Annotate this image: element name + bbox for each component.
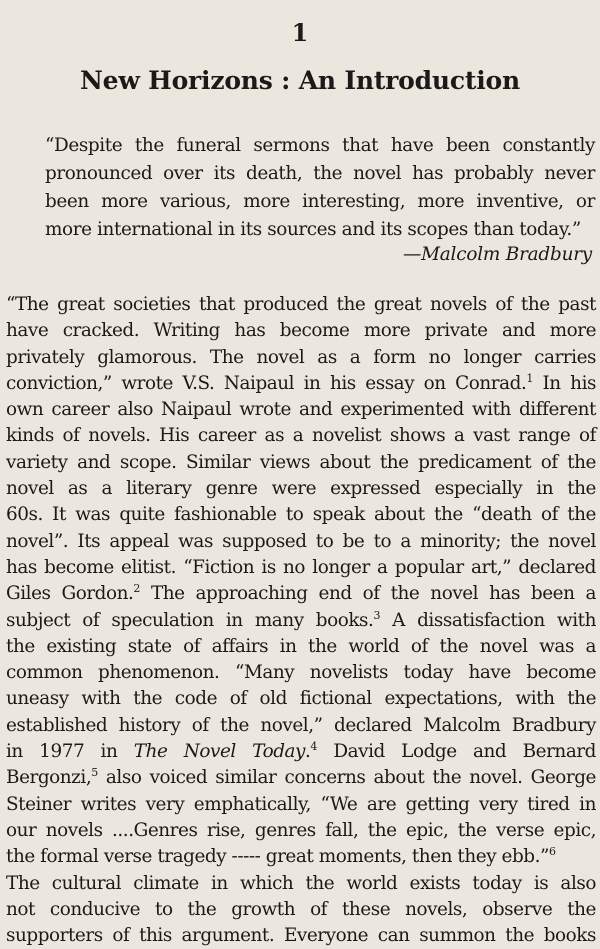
line-text: The approaching end of the novel has been a bbox=[139, 583, 596, 605]
footnote-marker: 1 bbox=[526, 371, 533, 385]
body-line: 60s. It was quite fashionable to speak about the “death of the bbox=[6, 504, 596, 526]
footnote-marker: 4 bbox=[310, 740, 317, 754]
body-line: have cracked. Writing has become more private and more bbox=[6, 320, 596, 342]
footnote-marker: 2 bbox=[133, 582, 140, 596]
line-text: the formal verse tragedy ----- great moments, then they ebb.” bbox=[6, 846, 549, 868]
body-line bbox=[6, 765, 596, 791]
body-line: The cultural climate in which the world exists today is also bbox=[6, 872, 596, 894]
body-line: the existing state of affairs in the world of the novel was a bbox=[6, 635, 596, 657]
line-text: also voiced similar concerns about the novel. George bbox=[97, 767, 596, 789]
body-line: variety and scope. Similar views about the predicament of the bbox=[6, 451, 596, 473]
line-text: David Lodge and Bernard bbox=[316, 741, 597, 763]
epigraph-line: been more various, more interesting, more inventive, or bbox=[45, 191, 595, 212]
line-text: conviction,” wrote V.S. Naipaul in his essay on Conrad. bbox=[6, 372, 527, 394]
body-line: novel as a literary genre were expressed especially in the bbox=[6, 478, 596, 500]
epigraph-line: pronounced over its death, the novel has probably never bbox=[45, 163, 595, 184]
chapter-number: 1 bbox=[291, 18, 309, 47]
line-text: in 1977 in bbox=[6, 741, 134, 763]
body-line: Steiner writes very emphatically, “We are getting very tired in bbox=[6, 793, 596, 815]
body-line bbox=[6, 739, 596, 765]
body-line: our novels ....Genres rise, genres fall, the epic, the verse epic, bbox=[6, 819, 596, 841]
body-line: has become elitist. “Fiction is no longer a popular art,” declared bbox=[6, 556, 596, 578]
footnote-marker: 5 bbox=[91, 766, 98, 780]
line-text: . bbox=[304, 741, 311, 763]
body-line: novel”. Its appeal was supposed to be to a minority; the novel bbox=[6, 530, 596, 552]
line-text: In his bbox=[532, 372, 596, 394]
body-line bbox=[6, 581, 596, 607]
epigraph-line: more international in its sources and its scopes than today.” bbox=[45, 219, 581, 240]
book-title-italic: The Novel Today bbox=[133, 741, 305, 763]
body-line: kinds of novels. His career as a novelist shows a vast range of bbox=[6, 425, 596, 447]
footnote-marker: 3 bbox=[373, 608, 380, 622]
line-text: Giles Gordon. bbox=[6, 583, 134, 605]
chapter-title: New Horizons : An Introduction bbox=[79, 66, 521, 95]
epigraph-quote bbox=[45, 132, 595, 244]
line-text: A dissatisfaction with bbox=[380, 609, 596, 631]
body-line bbox=[6, 844, 596, 870]
body-line bbox=[6, 608, 596, 634]
body-line: not conducive to the growth of these novels, observe the bbox=[6, 898, 596, 920]
body-line: “The great societies that produced the great novels of the past bbox=[6, 294, 596, 315]
body-line: uneasy with the code of old fictional expectations, with the bbox=[6, 688, 596, 710]
body-line: common phenomenon. “Many novelists today have become bbox=[6, 662, 596, 684]
body-line: own career also Naipaul wrote and experimented with different bbox=[6, 399, 596, 421]
line-text: Bergonzi, bbox=[6, 767, 92, 789]
line-text: subject of speculation in many books. bbox=[6, 609, 374, 631]
body-line bbox=[6, 371, 596, 397]
epigraph-attribution: —Malcolm Bradbury bbox=[402, 244, 592, 265]
body-line: supporters of this argument. Everyone can summon the books bbox=[6, 925, 596, 947]
epigraph-line: “Despite the funeral sermons that have been constantly bbox=[45, 135, 595, 156]
body-line: privately glamorous. The novel as a form no longer carries bbox=[6, 346, 596, 368]
body-line: established history of the novel,” declared Malcolm Bradbury bbox=[6, 714, 596, 736]
body-paragraph bbox=[6, 292, 596, 949]
footnote-marker: 6 bbox=[548, 845, 556, 859]
